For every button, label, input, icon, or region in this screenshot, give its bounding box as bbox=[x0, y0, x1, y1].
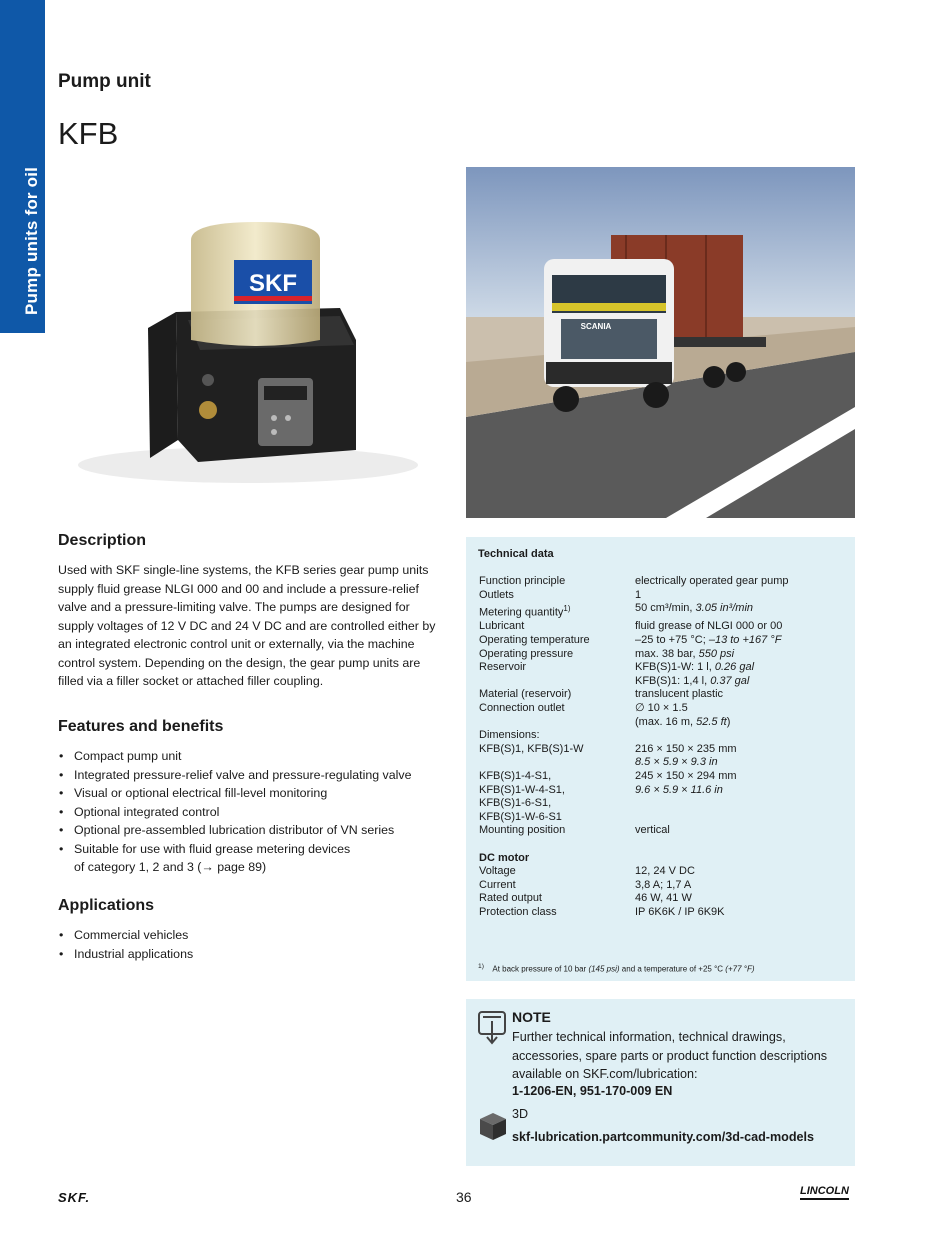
skf-logo: SKF. bbox=[58, 1190, 91, 1205]
table-row bbox=[479, 661, 849, 688]
row-label: KFB(S)1-4-S1, bbox=[479, 769, 552, 782]
section-heading: DC motor bbox=[479, 851, 530, 864]
note-references: 1-1206-EN, 951-170-009 EN bbox=[512, 1084, 673, 1098]
row-value-wrap bbox=[635, 602, 849, 620]
row-value-imperial: 0.37 gal bbox=[710, 674, 750, 687]
document-download-icon bbox=[478, 1011, 506, 1045]
footnote-marker: 1) bbox=[563, 604, 571, 614]
row-value-imperial: –13 to +167 °F bbox=[708, 634, 782, 647]
row-value: IP 6K6K / IP 6K9K bbox=[635, 905, 725, 918]
row-value: (max. 16 m, bbox=[635, 715, 694, 728]
row-label-wrap bbox=[479, 602, 635, 620]
list-item: • Suitable for use with fluid grease metering devices bbox=[58, 840, 411, 859]
table-row bbox=[479, 729, 849, 743]
row-value-wrap bbox=[635, 702, 849, 729]
footnote-text: At back pressure of 10 bar bbox=[492, 964, 587, 974]
row-value-imperial: 9.6 × 5.9 × 11.6 in bbox=[635, 783, 723, 796]
table-row bbox=[479, 770, 849, 824]
product-photo bbox=[58, 200, 438, 500]
applications-heading: Applications bbox=[58, 897, 155, 914]
3d-models-link[interactable]: skf-lubrication.partcommunity.com/3d-cad-models bbox=[512, 1130, 815, 1144]
row-label: Operating temperature bbox=[479, 634, 590, 647]
row-label: KFB(S)1, KFB(S)1-W bbox=[479, 742, 584, 755]
row-label: Rated output bbox=[479, 892, 542, 905]
table-row bbox=[479, 879, 849, 893]
table-row bbox=[479, 892, 849, 906]
features-heading: Features and benefits bbox=[58, 718, 224, 735]
list-item: • Optional pre-assembled lubrication distributor of VN series bbox=[58, 821, 411, 840]
description-text: Used with SKF single-line systems, the KFB series gear pump units supply fluid grease NLGI 000 and 00 and include a pressure-relief valve and a pressure-limiting valve. The pumps are designed for supply voltages of 12 V DC and 24 V DC and are controlled either by an integrated electronic control unit or externally, via the machine control system. Depending on the design, the gear pump units are filled via a filler socket or attached filler coupling. bbox=[58, 563, 436, 688]
row-value: ∅ 10 × 1.5 bbox=[635, 702, 688, 714]
table-row bbox=[479, 589, 849, 603]
row-value-wrap bbox=[635, 661, 849, 688]
list-item-continuation: of category 1, 2 and 3 (→ page 89) bbox=[74, 860, 267, 874]
lincoln-logo: LINCOLN bbox=[800, 1185, 849, 1200]
note-title: NOTE bbox=[512, 1009, 551, 1025]
reservoir-logo: SKF bbox=[249, 270, 297, 297]
footnote-marker: 1) bbox=[478, 963, 484, 970]
row-label: Reservoir bbox=[479, 661, 527, 674]
note-box bbox=[466, 999, 855, 1166]
footnote-text-imperial: (+77 °F) bbox=[725, 964, 755, 974]
row-value-imperial: 52.5 ft bbox=[696, 715, 727, 728]
page-number: 36 bbox=[456, 1189, 472, 1205]
row-label: Metering quantity bbox=[479, 606, 564, 619]
row-value: 245 × 150 × 294 mm bbox=[635, 769, 737, 782]
side-tab bbox=[0, 0, 45, 333]
row-value-imperial: 550 psi bbox=[698, 647, 735, 660]
table-row bbox=[479, 906, 849, 920]
table-row bbox=[479, 575, 849, 589]
row-value-imperial: 8.5 × 5.9 × 9.3 in bbox=[635, 756, 718, 769]
page-subtitle: Pump unit bbox=[58, 71, 151, 92]
row-value: 3,8 A; 1,7 A bbox=[635, 878, 692, 891]
row-value-wrap bbox=[635, 770, 849, 824]
row-value: 12, 24 V DC bbox=[635, 865, 695, 878]
row-value: vertical bbox=[635, 824, 670, 837]
truck-photo bbox=[466, 167, 855, 518]
row-value: translucent plastic bbox=[635, 688, 724, 701]
table-row bbox=[479, 688, 849, 702]
list-item: • Commercial vehicles bbox=[58, 926, 193, 945]
description-heading: Description bbox=[58, 532, 147, 549]
row-value-imperial: 0.26 gal bbox=[714, 661, 755, 674]
section-heading-row bbox=[479, 852, 849, 866]
note-text: Further technical information, technical drawings, accessories, spare parts or product function descriptions available on SKF.com/lubrication: bbox=[512, 1030, 827, 1081]
list-item: • Visual or optional electrical fill-level monitoring bbox=[58, 784, 411, 803]
row-label: KFB(S)1-W-4-S1, bbox=[479, 783, 565, 796]
row-label: Material (reservoir) bbox=[479, 688, 572, 701]
footnote bbox=[478, 963, 755, 974]
row-label: Current bbox=[479, 878, 516, 891]
row-value: 46 W, 41 W bbox=[635, 892, 692, 905]
side-tab-label: Pump units for oil bbox=[22, 166, 41, 315]
row-label-wrap bbox=[479, 770, 635, 824]
list-item: • Optional integrated control bbox=[58, 803, 411, 822]
footnote-text: and a temperature of +25 °C bbox=[621, 964, 724, 974]
table-row bbox=[479, 743, 849, 770]
applications-list bbox=[58, 926, 193, 963]
row-label: Operating pressure bbox=[479, 647, 574, 660]
features-list bbox=[58, 747, 411, 877]
table-row bbox=[479, 634, 849, 648]
technical-data-table bbox=[479, 575, 849, 920]
technical-data-title: Technical data bbox=[478, 548, 554, 560]
footnote-text-imperial: (145 psi) bbox=[588, 964, 620, 974]
row-value-wrap bbox=[635, 743, 849, 770]
row-label: Outlets bbox=[479, 588, 514, 601]
row-value: max. 38 bar, bbox=[635, 647, 696, 660]
row-label: Protection class bbox=[479, 905, 557, 918]
row-value: 50 cm³/min, bbox=[635, 602, 693, 615]
row-value: fluid grease of NLGI 000 or 00 bbox=[635, 620, 783, 633]
row-value: KFB(S)1-W: 1 l, bbox=[635, 661, 712, 674]
list-item: • Industrial applications bbox=[58, 945, 193, 964]
truck-brand: SCANIA bbox=[580, 322, 612, 331]
row-value-end: ) bbox=[726, 715, 731, 728]
technical-data-box bbox=[466, 537, 855, 981]
row-value: 1 bbox=[635, 588, 642, 601]
3d-label: 3D bbox=[512, 1107, 529, 1121]
cube-3d-icon bbox=[478, 1111, 508, 1141]
page-title: KFB bbox=[58, 116, 119, 151]
row-label: KFB(S)1-W-6-S1 bbox=[479, 810, 562, 823]
table-row bbox=[479, 648, 849, 662]
row-value: electrically operated gear pump bbox=[635, 575, 789, 587]
table-row bbox=[479, 865, 849, 879]
row-value-wrap bbox=[635, 634, 849, 648]
row-value: –25 to +75 °C; bbox=[635, 634, 706, 647]
table-row bbox=[479, 702, 849, 729]
row-label: Connection outlet bbox=[479, 702, 565, 714]
row-label: Mounting position bbox=[479, 824, 566, 837]
list-item: • Compact pump unit bbox=[58, 747, 411, 766]
row-label: Function principle bbox=[479, 575, 566, 587]
table-row bbox=[479, 620, 849, 634]
row-value-imperial: 3.05 in³/min bbox=[695, 602, 754, 615]
row-value-wrap bbox=[635, 648, 849, 662]
row-label: Lubricant bbox=[479, 620, 525, 633]
table-row bbox=[479, 824, 849, 838]
table-row bbox=[479, 602, 849, 620]
row-label: Dimensions: bbox=[479, 729, 540, 742]
row-label: KFB(S)1-6-S1, bbox=[479, 797, 552, 810]
row-value: 216 × 150 × 235 mm bbox=[635, 742, 737, 755]
row-value: KFB(S)1: 1,4 l, bbox=[635, 674, 708, 687]
list-item: • Integrated pressure-relief valve and pressure-regulating valve bbox=[58, 766, 411, 785]
row-label: Voltage bbox=[479, 865, 516, 878]
